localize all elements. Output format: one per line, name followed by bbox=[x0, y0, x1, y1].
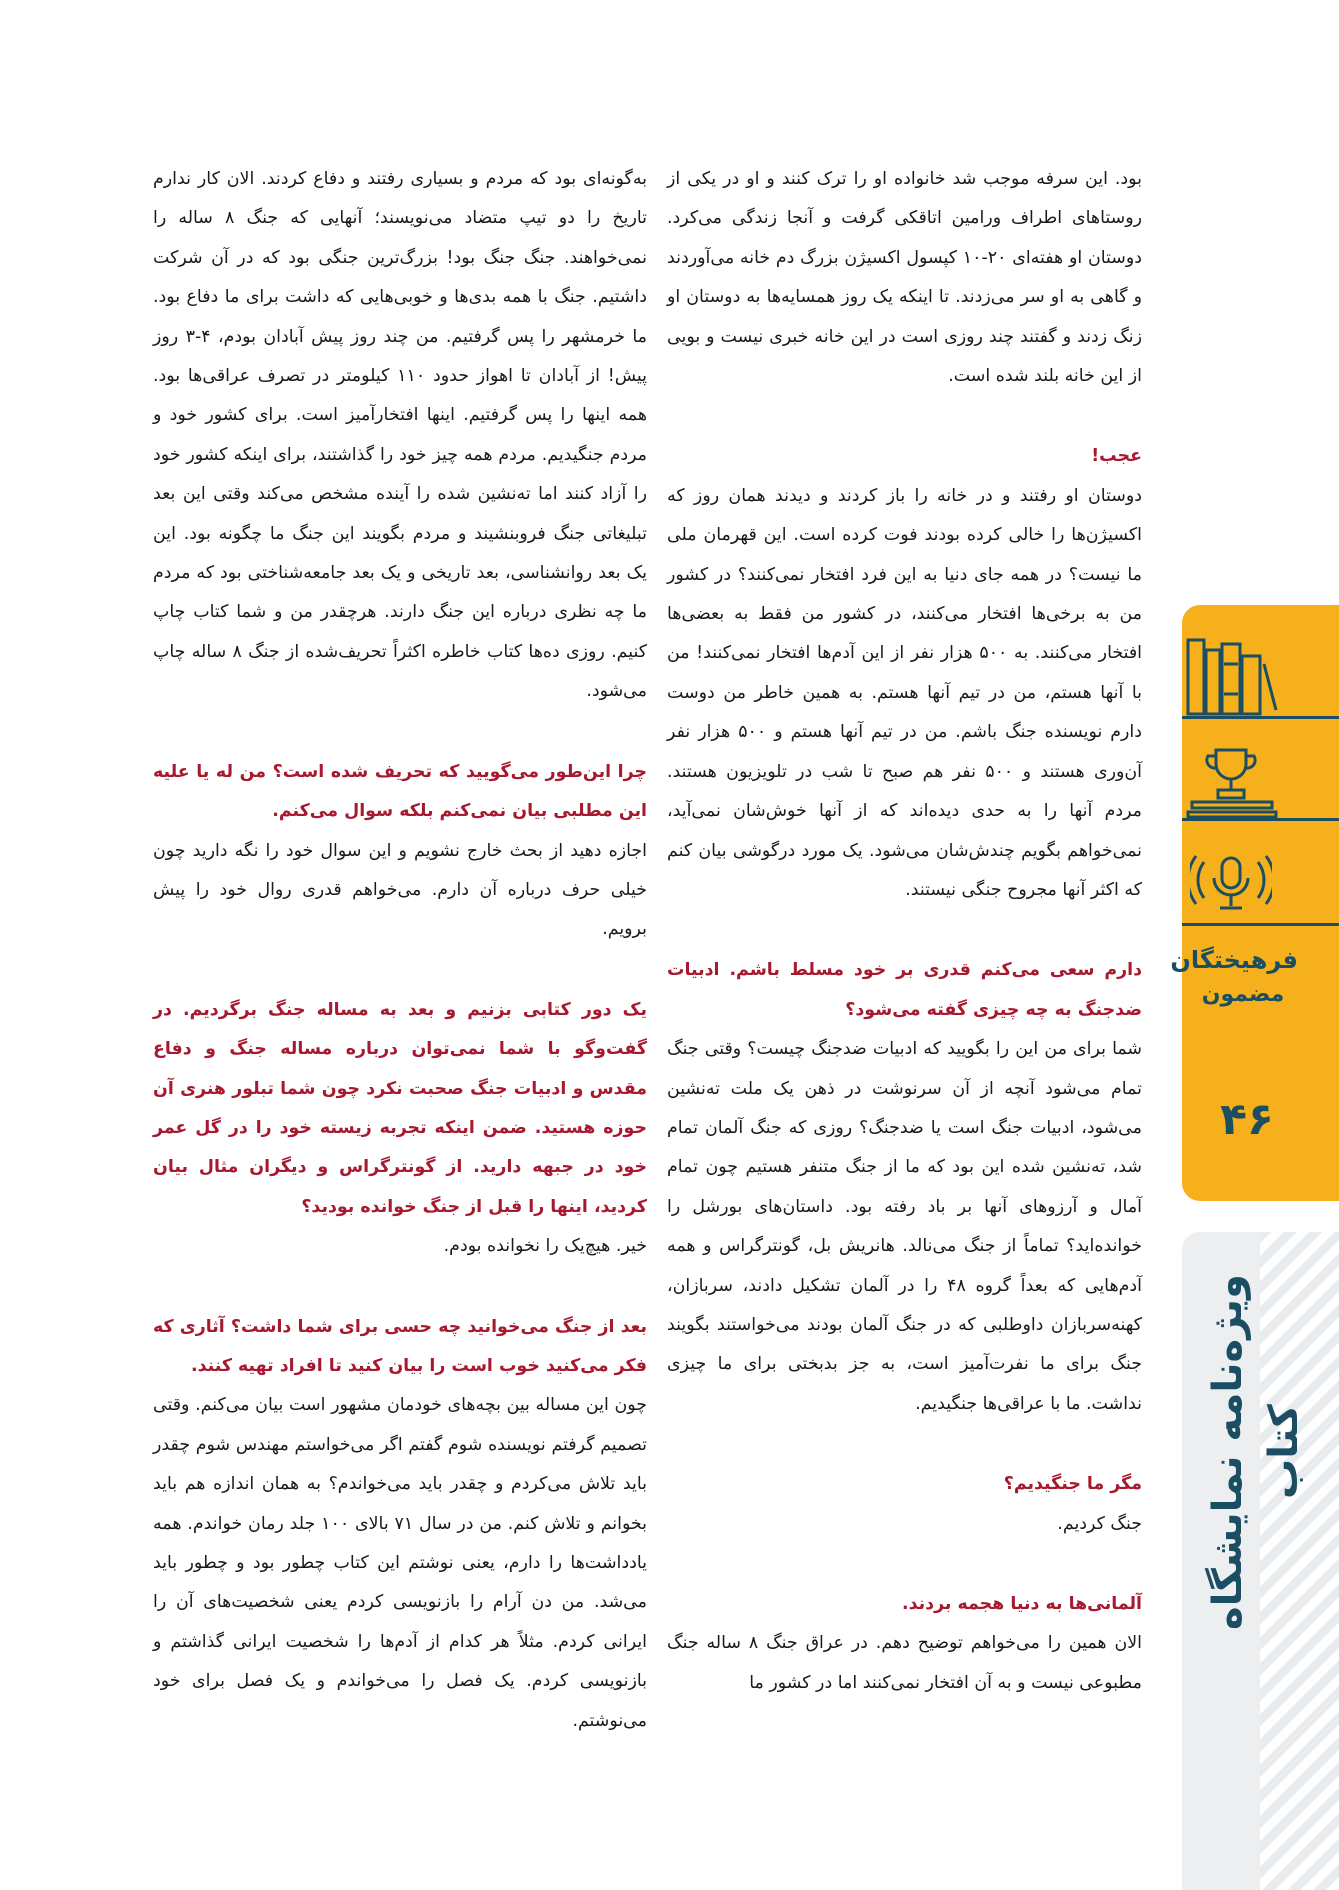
section-heading: چرا این‌طور می‌گویید که تحریف شده است؟ من له یا علیه این مطلبی بیان نمی‌کنم بلکه سوال می‌کنم. bbox=[153, 761, 647, 822]
paragraph: چون این مساله بین بچه‌های خودمان مشهور است بیان می‌کنم. وقتی تصمیم گرفتم نویسنده شوم گفتم اگر می‌خواستم مهندس شوم چقدر باید تلاش می‌کردم و چقدر باید می‌خواندم؟ به همان اندازه هم باید بخوانم و تلاش کنم. من در سال ۷۱ بالای ۱۰۰ جلد رمان خواندم. همه یادداشت‌ها را دارم، یعنی نوشتم این کتاب چطور بود و چطور باید می‌شد. من دن آرام را بازنویسی کردم یعنی شخصیت‌های آن را ایرانی کردم. مثلاً هر کدام از آدم‌ها را شخصیت ایرانی گذاشتم و بازنویسی کردم. یک فصل را می‌خواندم و یک فصل برای خود می‌نوشتم. bbox=[153, 1395, 647, 1731]
paragraph: دوستان او رفتند و در خانه را باز کردند و دیدند همان روز که اکسیژن‌ها را خالی کرده بودند فوت کرده است. این قهرمان ملی ما نیست؟ در همه جای دنیا به این فرد افتخار نمی‌کنند؟ در کشور من به برخی‌ها افتخار می‌کنند، در کشور من فقط به بعضی‌ها افتخار می‌کنند. به ۵۰۰ هزار نفر از این آدم‌ها افتخار نمی‌کنند! من با آنها هستم، من در تیم آنها هستم. به همین خاطر من دوست دارم نویسنده جنگ باشم. من در تیم آنها هستم و ۵۰۰ هزار نفر آن‌وری هستند و ۵۰۰ نفر هم صبح تا شب در تلویزیون هستند. مردم آنها را به حدی دیده‌اند که از آنها خوش‌شان نمی‌آید، نمی‌خواهم بگویم چندش‌شان می‌شود. یک مورد درگوشی بیان کنم که اکثر آنها مجروح جنگی نیستند. bbox=[667, 485, 1142, 900]
paragraph: خیر. هیچ‌یک را نخوانده بودم. bbox=[443, 1236, 647, 1257]
shelf-divider bbox=[1182, 818, 1339, 821]
section-heading: یک دور کتابی بزنیم و بعد به مساله جنگ برگردیم. در گفت‌وگو با شما نمی‌توان درباره مساله جنگ و دفاع مقدس و ادبیات جنگ صحبت نکرد چون شما تبلور هنری آن حوزه هستید. ضمن اینکه تجربه زیسته خود را در گل عمر خود در جبهه دارید. از گونترگراس و دیگران مثال بیان کردید، اینها را قبل از جنگ خوانده بودید؟ bbox=[153, 999, 647, 1217]
shelf-divider bbox=[1182, 716, 1339, 719]
right-column bbox=[667, 160, 1142, 1703]
brand-name: فرهیختگان bbox=[1170, 946, 1298, 974]
paragraph: شما برای من این را بگویید که ادبیات ضدجنگ چیست؟ وقتی جنگ تمام می‌شود آنچه از آن سرنوشت در ذهن یک ملت ته‌نشین می‌شود، ادبیات جنگ است یا ضدجنگ؟ روزی که جنگ آلمان تمام شد، ته‌نشین شده این بود که ما از جنگ متنفر هستیم چون تمام آمال و آرزوهای آنها بر باد رفته بود. داستان‌های بورشل را خوانده‌اید؟ تماماً از جنگ می‌نالد. هانریش بل، گونترگراس و همه آدم‌هایی که بعداً گروه ۴۸ را در آلمان تشکیل دادند، سربازان، کهنه‌سربازان داوطلبی که در جنگ آلمان بودند می‌خواستند بگویند جنگ برای ما نفرت‌آمیز است، به جز بدبختی برای ما چیزی نداشت. ما با عراقی‌ها جنگیدیم. bbox=[667, 1039, 1142, 1414]
paragraph: الان همین را می‌خواهم توضیح دهم. در عراق جنگ ۸ ساله جنگ مطبوعی نیست و به آن افتخار نمی‌کنند اما در کشور ما bbox=[667, 1633, 1142, 1693]
section-heading: عجب! bbox=[1091, 446, 1142, 467]
trophy-icon bbox=[1186, 746, 1278, 818]
section-heading: دارم سعی می‌کنم قدری بر خود مسلط باشم. ادبیات ضدجنگ به چه چیزی گفته می‌شود؟ bbox=[667, 960, 1142, 1020]
page-number: ۴۶ bbox=[1220, 1094, 1274, 1145]
brand-logo bbox=[1170, 945, 1298, 1009]
paragraph: بود. این سرفه موجب شد خانواده او را ترک کنند و او در یکی از روستاهای اطراف ورامین اتاقکی گرفت و آنجا زندگی می‌کرد. دوستان او هفته‌ای ۲۰-۱۰ کپسول اکسیژن بزرگ دم خانه می‌آوردند و گاهی به او سر می‌زدند. تا اینکه یک روز همسایه‌ها به دوستان او زنگ زدند و گفتند چند روزی است در این خانه خبری نیست و بویی از این خانه بلند شده است. bbox=[667, 169, 1142, 387]
section-heading: مگر ما جنگیدیم؟ bbox=[1003, 1474, 1142, 1495]
podcast-microphone-icon bbox=[1190, 852, 1272, 918]
section-heading: آلمانی‌ها به دنیا هجمه بردند. bbox=[901, 1594, 1142, 1614]
brand-section: مضمون bbox=[1201, 982, 1285, 1007]
paragraph: اجازه دهید از بحث خارج نشویم و این سوال خود را نگه دارید چون خیلی حرف درباره آن دارم. می‌خواهم قدری روال خود را پیش برویم. bbox=[153, 840, 647, 940]
section-heading: بعد از جنگ می‌خوانید چه حسی برای شما داشت؟ آثاری که فکر می‌کنید خوب است را بیان کنید تا افراد تهیه کنند. bbox=[153, 1316, 647, 1376]
left-column bbox=[153, 160, 647, 1741]
paragraph: جنگ کردیم. bbox=[1057, 1513, 1142, 1534]
shelf-divider bbox=[1182, 923, 1339, 926]
vertical-title: ویژه‌نامه نمایشگاه کتاب bbox=[1205, 1274, 1307, 1630]
bookshelf-icon bbox=[1184, 634, 1280, 716]
paragraph: به‌گونه‌ای بود که مردم و بسیاری رفتند و دفاع کردند. الان کار ندارم تاریخ را دو تیپ متضاد می‌نویسند؛ آنهایی که جنگ ۸ ساله را نمی‌خواهند. جنگ جنگ بود! بزرگ‌ترین جنگی بود که در آن شرکت داشتیم. جنگ با همه بدی‌ها و خوبی‌هایی که داشت برای ما دفاع بود. ما خرمشهر را پس گرفتیم. من چند روز پیش آبادان بودم، ۴-۳ روز پیش! از آبادان تا اهواز حدود ۱۱۰ کیلومتر در تصرف عراقی‌ها بود. همه اینها را پس گرفتیم. اینها افتخارآمیز است. برای کشور خود و مردم جنگیدیم. مردم همه چیز خود را گذاشتند، برای اینکه کشور خود را آزاد کنند اما ته‌نشین شده را آینده مشخص می‌کند وقتی این بعد تبلیغاتی جنگ فروبنشیند و مردم بگویند این جنگ ما چگونه بود. این یک بعد روانشناسی، بعد تاریخی و یک بعد جامعه‌شناختی بود که مردم ما چه نظری درباره این جنگ دارند. هرچقدر من و شما کتاب چاپ کنیم. روزی ده‌ها کتاب خاطره اکثراً تحریف‌شده از جنگ ۸ ساله چاپ می‌شود. bbox=[153, 169, 647, 702]
